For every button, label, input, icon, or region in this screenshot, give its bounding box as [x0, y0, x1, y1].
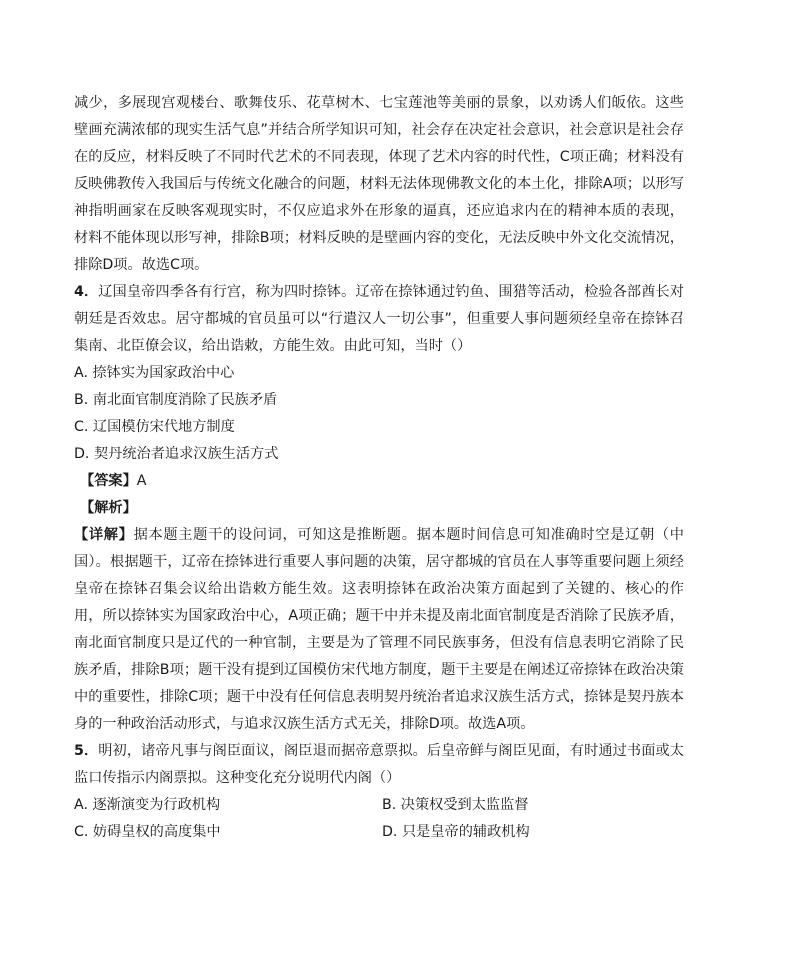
question-4-option-b: B. 南北面官制度消除了民族矛盾 [74, 392, 278, 408]
question-4-option-d: D. 契丹统治者追求汉族生活方式 [74, 446, 279, 462]
answer-value: A [136, 473, 147, 489]
detail-text: 据本题主题干的设问词，可知这是推断题。据本题时间信息可知准确时空是辽朝（中国）。根据题干，辽帝在捺钵进行重要人事问题的决策，居守都城的官员在人事等重要问题上须经皇帝在捺钵召集会议给出诰敕方能生效。这表明捺钵在政治决策方面起到了关键的、核心的作用，所以捺钵实为国家政治中心，A项正确；题干中并未提及南北面官制度是否消除了民族矛盾，南北面官制度只是辽代的一种官制，主要是为了管理不同民族事务，但没有信息表明它消除了民族矛盾，排除B项；题干没有提到辽国模仿宋代地方制度，题干主要是在阐述辽帝捺钵在政治决策中的重要性，排除C项；题干中没有任何信息表明契丹统治者追求汉族生活方式，捺钵是契丹族本身的一种政治活动形式，与追求汉族生活方式无关，排除D项。故选A项。 [74, 527, 684, 732]
question-4-option-c: C. 辽国模仿宋代地方制度 [74, 419, 235, 435]
question-5-option-c: C. 妨碍皇权的高度集中 [74, 824, 221, 840]
question-4-option-a: A. 捺钵实为国家政治中心 [74, 365, 235, 381]
question-4-detail [74, 522, 684, 738]
question-5-options-row-2 [74, 819, 684, 846]
content-column [74, 90, 684, 846]
question-4-analysis-heading [74, 495, 684, 522]
question-5-options-row-1 [74, 792, 684, 819]
question-4-stem [74, 279, 684, 360]
question-5-number: 5． [74, 743, 99, 759]
previous-question-analysis: 减少，多展现宫观楼台、歌舞伎乐、花草树木、七宝莲池等美丽的景象，以劝诱人们皈依。这些壁画充满浓郁的现实生活气息”并结合所学知识可知，社会存在决定社会意识，社会意识是社会存在的反应，材料反映了不同时代艺术的不同表现，体现了艺术内容的时代性，C项正确；材料没有反映佛教传入我国后与传统文化融合的问题，材料无法体现佛教文化的本土化，排除A项；以形写神指明画家在反映客观现实时，不仅应追求外在形象的逼真，还应追求内在的精神本质的表现，材料不能体现以形写神，排除B项；材料反映的是壁画内容的变化，无法反映中外文化交流情况，排除D项。故选C项。 [74, 95, 684, 273]
question-5-option-d: D. 只是皇帝的辅政机构 [382, 824, 530, 840]
question-4-text: 辽国皇帝四季各有行宫，称为四时捺钵。辽帝在捺钵通过钓鱼、围猎等活动，检验各部酋长对朝廷是否效忠。居守都城的官员虽可以“行遣汉人一切公事”，但重要人事问题须经皇帝在捺钵召集南、北臣僚会议，给出诰敕，方能生效。由此可知，当时（） [74, 284, 684, 354]
question-5-stem [74, 738, 684, 792]
question-4-answer [74, 468, 684, 495]
question-5-text: 明初，诸帝凡事与阁臣面议，阁臣退而据帝意票拟。后皇帝鲜与阁臣见面，有时通过书面或太监口传指示内阁票拟。这种变化充分说明代内阁（） [74, 743, 684, 786]
question-4-number: 4． [74, 284, 99, 300]
question-5-option-b: B. 决策权受到太监监督 [382, 797, 529, 813]
detail-label: 【详解】 [74, 527, 134, 543]
analysis-label: 【解析】 [80, 500, 137, 516]
question-5-option-a: A. 逐渐演变为行政机构 [74, 797, 221, 813]
answer-label: 【答案】 [80, 473, 137, 489]
